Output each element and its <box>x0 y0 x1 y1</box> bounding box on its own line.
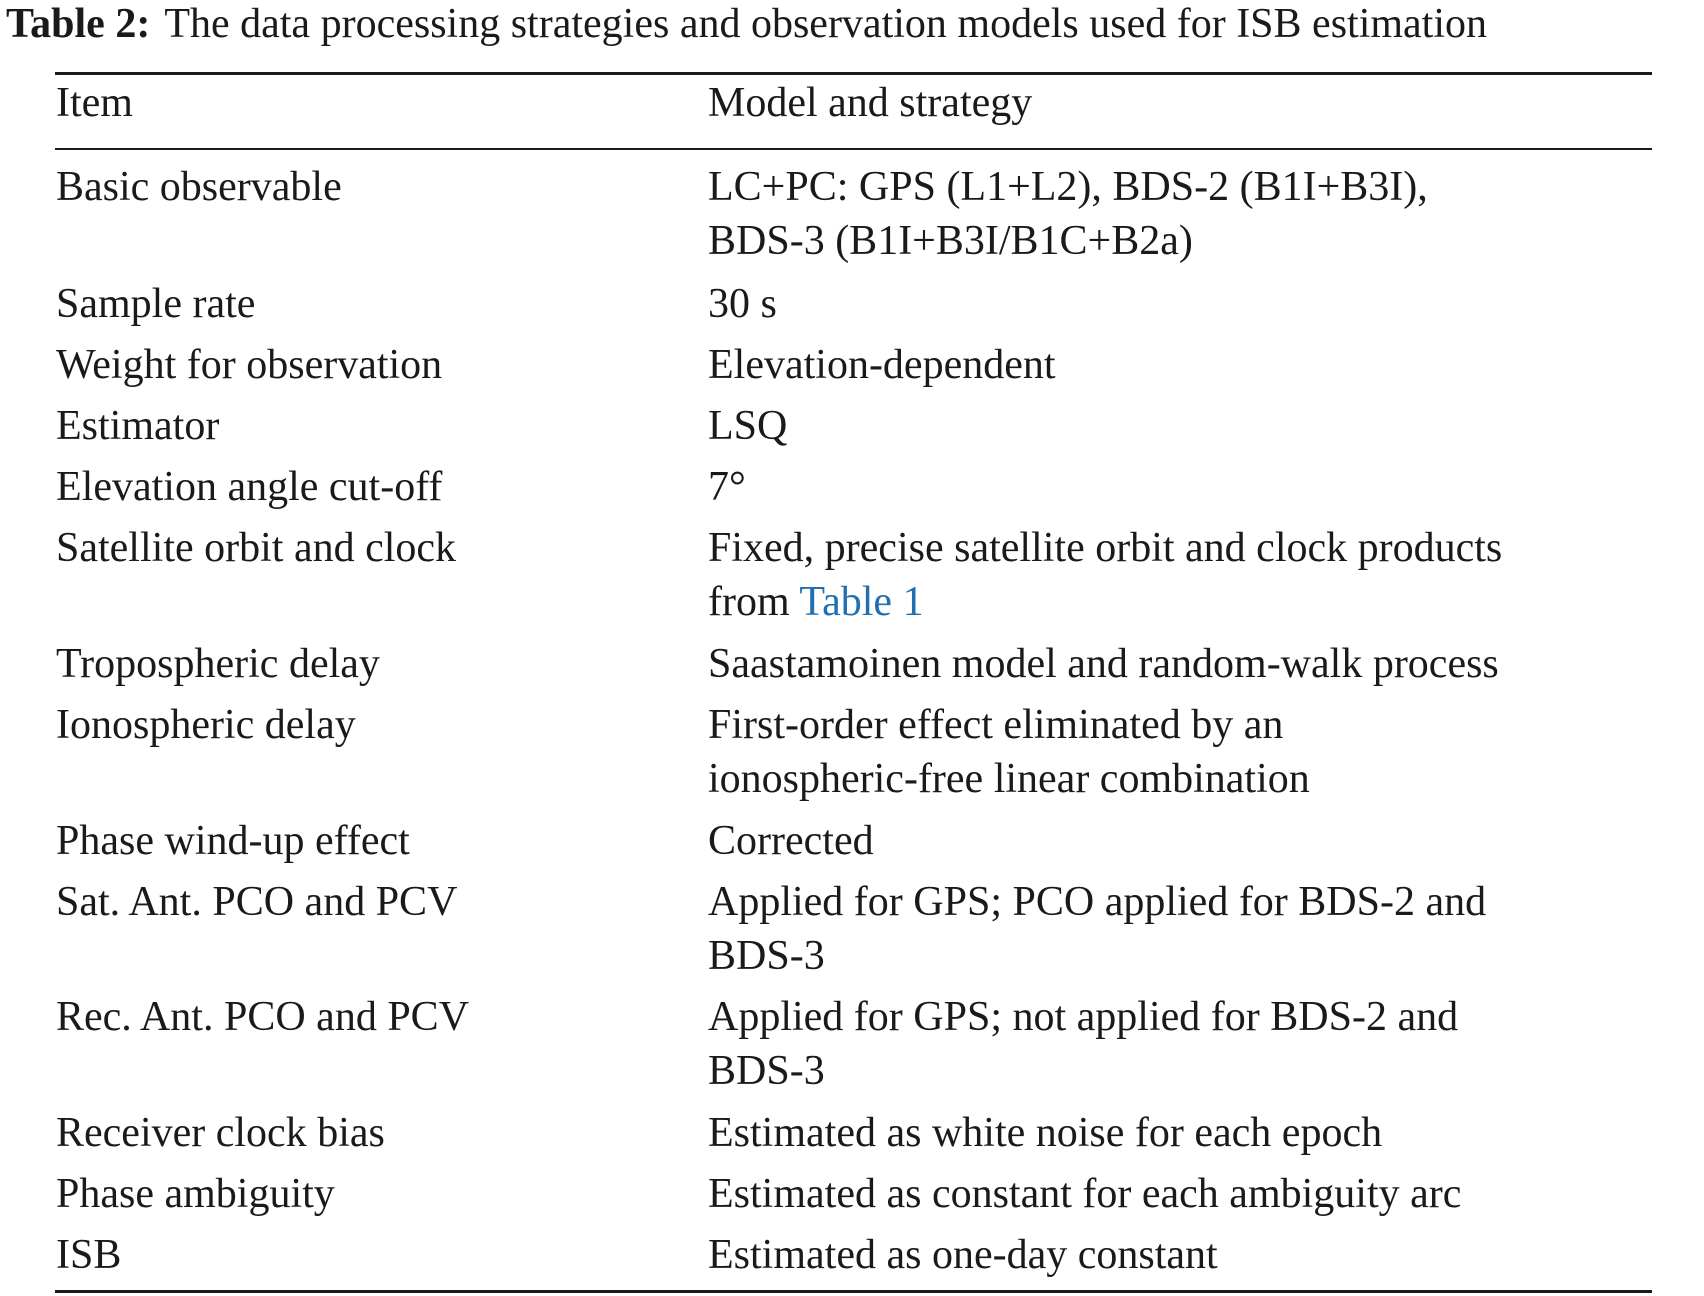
header-model: Model and strategy <box>708 80 1033 126</box>
row-model-line: BDS-3 <box>708 933 825 979</box>
row-model: 30 s <box>708 281 777 327</box>
row-model <box>708 160 1648 268</box>
row-model <box>708 521 1648 629</box>
table-header-rule <box>55 148 1652 150</box>
row-model-line: BDS-3 <box>708 1048 825 1094</box>
row-model-line: ionospheric-free linear combination <box>708 756 1310 802</box>
row-model: LSQ <box>708 403 788 449</box>
row-model: Estimated as one-day constant <box>708 1232 1218 1278</box>
table-1-link[interactable]: Table 1 <box>799 579 924 625</box>
table-top-rule <box>55 72 1652 75</box>
row-model: Elevation-dependent <box>708 342 1056 388</box>
row-model-line: LC+PC: GPS (L1+L2), BDS-2 (B1I+B3I), <box>708 164 1428 210</box>
row-model-line: BDS-3 (B1I+B3I/B1C+B2a) <box>708 218 1193 264</box>
table-caption <box>6 0 1487 48</box>
row-model <box>708 990 1648 1098</box>
row-item: Receiver clock bias <box>56 1110 385 1156</box>
row-item: Phase ambiguity <box>56 1171 335 1217</box>
row-item: Satellite orbit and clock <box>56 525 457 571</box>
row-model-line-prefix: from <box>708 579 800 625</box>
row-model <box>708 698 1648 806</box>
row-model-line: First-order effect eliminated by an <box>708 702 1284 748</box>
row-item: Phase wind-up effect <box>56 818 410 864</box>
row-model: Saastamoinen model and random-walk process <box>708 641 1499 687</box>
table-caption-label: Table 2: <box>6 1 151 47</box>
row-item: Elevation angle cut-off <box>56 464 443 510</box>
row-model-line: Applied for GPS; PCO applied for BDS-2 and <box>708 879 1487 925</box>
row-item: Estimator <box>56 403 220 449</box>
row-item: Basic observable <box>56 164 342 210</box>
row-model: Corrected <box>708 818 874 864</box>
row-model-line: Applied for GPS; not applied for BDS-2 and <box>708 994 1459 1040</box>
row-model: 7° <box>708 464 746 510</box>
row-model: Estimated as constant for each ambiguity arc <box>708 1171 1462 1217</box>
row-item: Ionospheric delay <box>56 702 356 748</box>
table-bottom-rule <box>55 1290 1652 1293</box>
row-model-line: Fixed, precise satellite orbit and clock products <box>708 525 1503 571</box>
row-item: ISB <box>56 1232 122 1278</box>
table-caption-text: The data processing strategies and observation models used for ISB estimation <box>164 1 1488 47</box>
row-item: Weight for observation <box>56 342 443 388</box>
row-item: Sample rate <box>56 281 256 327</box>
row-item: Tropospheric delay <box>56 641 380 687</box>
row-model <box>708 875 1648 983</box>
row-model: Estimated as white noise for each epoch <box>708 1110 1383 1156</box>
row-item: Rec. Ant. PCO and PCV <box>56 994 470 1040</box>
header-item: Item <box>56 80 133 126</box>
row-item: Sat. Ant. PCO and PCV <box>56 879 458 925</box>
